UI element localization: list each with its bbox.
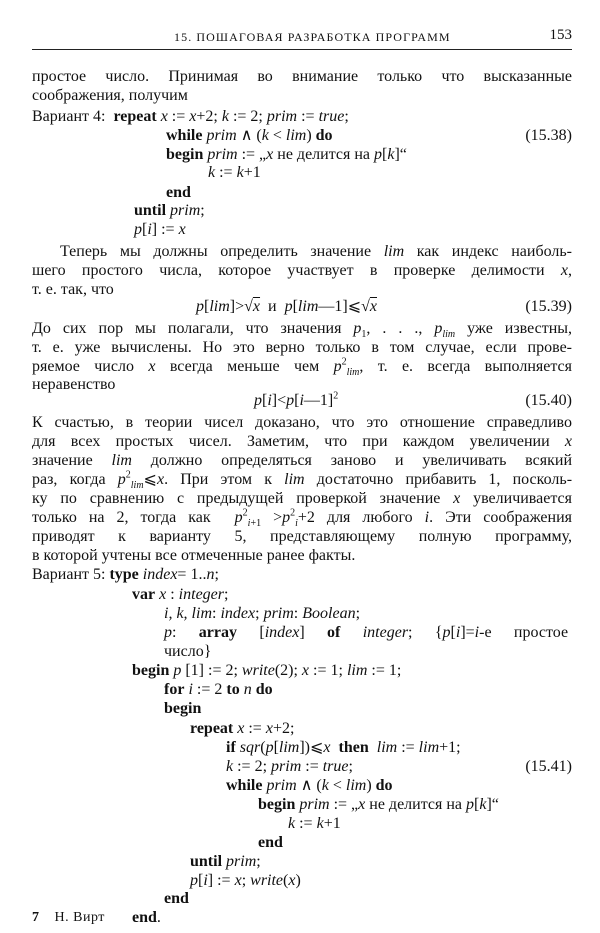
code-line: end	[258, 834, 283, 851]
code-line: until prim;	[134, 202, 205, 219]
code-line: end.	[132, 909, 161, 926]
equation-number: (15.40)	[525, 392, 572, 409]
text-line: в которой учтены все отмеченные ранее факты.	[32, 547, 356, 564]
code-line: Вариант 5: type index= 1..n;	[32, 566, 219, 583]
code-line: k := 2; prim := true;	[226, 758, 353, 775]
code-line: begin prim := „x не делится на p[k]“	[166, 146, 407, 163]
code-line: until prim;	[190, 853, 261, 870]
text-line: значение lim должно определяться заново и увеличивать всякий	[32, 452, 573, 469]
page-footer	[32, 909, 105, 928]
text-line: т. е. уже вычислены. Но это верно только в том случае, если прове-	[32, 339, 572, 356]
signature-mark: 7	[32, 910, 39, 925]
text-line: для всех простых чисел. Заметим, что при каждом увеличении x	[32, 433, 572, 450]
page-number: 153	[549, 27, 572, 43]
code-line: end	[164, 890, 189, 907]
code-line: k := k+1	[208, 164, 261, 181]
code-line: end	[166, 184, 191, 201]
header-rule	[32, 49, 572, 50]
text-line: ряемое число x всегда меньше чем $p^2_{lim}$, т. е. всегда выполняется	[32, 356, 572, 379]
code-line: begin	[164, 700, 202, 717]
text-line: шего простого числа, которое участвует в проверке делимости x,	[32, 262, 572, 279]
equation-number: (15.38)	[525, 127, 572, 144]
code-line: if sqr(p[lim])⩽x then lim := lim+1;	[226, 739, 461, 756]
code-line: i, k, lim: index; prim: Boolean;	[164, 605, 361, 622]
code-line: p[i] := x; write(x)	[190, 872, 301, 889]
text-line: раз, когда $p^2_{lim}⩽x$. При этом к lim достаточно прибавить 1, посколь-	[32, 469, 573, 492]
code-line: var x : integer;	[132, 586, 229, 603]
running-header	[32, 28, 572, 48]
code-line: repeat x := x+2;	[190, 720, 295, 737]
text-line: К счастью, в теории чисел доказано, что это отношение справедливо	[32, 414, 572, 431]
running-title: 15. ПОШАГОВАЯ РАЗРАБОТКА ПРОГРАММ	[174, 30, 451, 44]
formula: p[i]<p[i—1]$^2$	[254, 390, 339, 409]
code-line: while prim ∧ (k < lim) do	[226, 777, 393, 794]
code-line: p[i] := x	[134, 221, 186, 238]
text-line: Теперь мы должны определить значение lim как индекс наиболь-	[60, 243, 573, 260]
formula: p[lim]>√x и p[lim—1]⩽√x	[196, 298, 377, 315]
text-line: ку по сравнению с предыдущей проверкой значение x увеличивается	[32, 490, 572, 507]
code-line: begin p [1] := 2; write(2); x := 1; lim := 1;	[132, 662, 402, 679]
text-line: неравенство	[32, 376, 116, 393]
equation-number: (15.39)	[525, 298, 572, 315]
text-line: т. е. так, что	[32, 281, 114, 298]
code-line: while prim ∧ (k < lim) do	[166, 127, 333, 144]
equation-number: (15.41)	[525, 758, 572, 775]
code-line: k := k+1	[288, 815, 341, 832]
code-line: begin prim := „x не делится на p[k]“	[258, 796, 499, 813]
text-line: простое число. Принимая во внимание только что высказанные	[32, 68, 572, 85]
text-line: только на 2, тогда как $p^2_{i+1} >p^2_i+2$ для любого i. Эти соображения	[32, 507, 572, 530]
code-line: число}	[164, 643, 212, 660]
code-line: p: array [index] of integer; {p[i]=i-е простое	[164, 624, 569, 641]
code-line: Вариант 4: repeat x := x+2; k := 2; prim := true;	[32, 108, 349, 125]
text-line: До сих пор мы полагали, что значения $p_1$, . . ., $p_{lim}$ уже известны,	[32, 320, 573, 341]
code-line: for i := 2 to n do	[164, 681, 273, 698]
text-line: соображения, получим	[32, 87, 188, 104]
footer-author: Н. Вирт	[54, 910, 105, 925]
text-line: приводят к варианту 5, представляющему полную программу,	[32, 528, 572, 545]
